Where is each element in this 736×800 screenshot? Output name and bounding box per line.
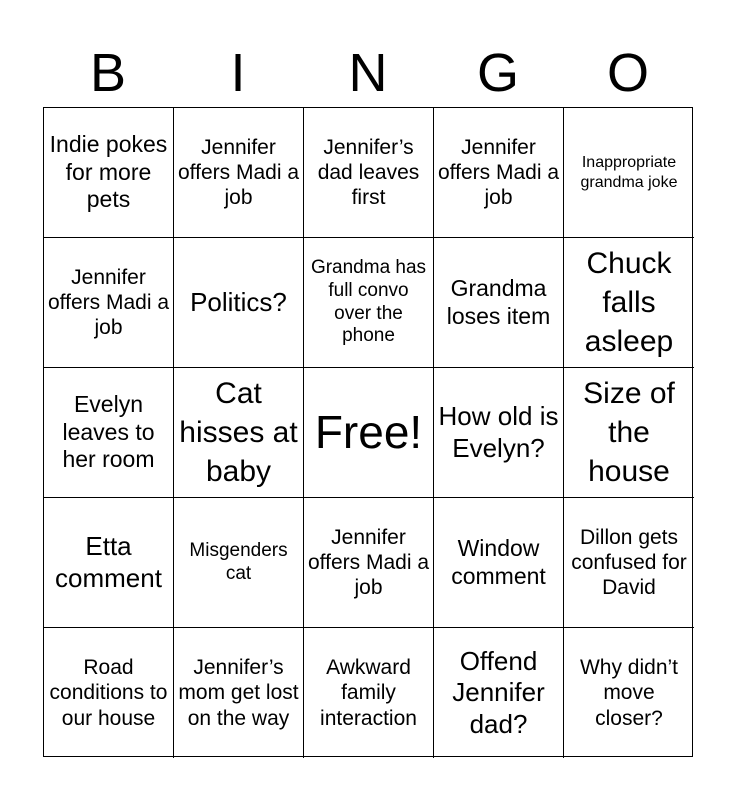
- cell-text: Jennifer’s mom get lost on the way: [178, 656, 299, 730]
- bingo-cell[interactable]: [564, 238, 694, 368]
- cell-text: Politics?: [190, 286, 287, 317]
- cell-text: Jennifer offers Madi a job: [438, 135, 560, 210]
- cell-text: How old is Evelyn?: [438, 401, 559, 463]
- cell-text: Jennifer’s dad leaves first: [317, 135, 420, 210]
- cell-text: Cat hisses at baby: [179, 377, 298, 488]
- bingo-cell[interactable]: [174, 628, 304, 758]
- cell-text: Road conditions to our house: [49, 656, 168, 730]
- cell-text: Indie pokes for more pets: [49, 131, 168, 213]
- cell-text: Etta comment: [55, 531, 162, 593]
- header-letter-i: I: [230, 43, 246, 103]
- header-letter-n: N: [348, 43, 388, 103]
- cell-text: Awkward family interaction: [320, 656, 417, 730]
- cell-text: Misgenders cat: [189, 539, 288, 584]
- bingo-header: [43, 40, 693, 106]
- cell-text: Offend Jennifer dad?: [452, 646, 545, 739]
- free-space-text: Free!: [314, 405, 423, 458]
- bingo-cell[interactable]: [434, 368, 564, 498]
- bingo-cell[interactable]: [44, 628, 174, 758]
- cell-text: Jennifer offers Madi a job: [308, 525, 430, 600]
- bingo-cell[interactable]: [44, 108, 174, 238]
- bingo-cell[interactable]: [304, 108, 434, 238]
- cell-text: Grandma has full convo over the phone: [310, 256, 427, 347]
- bingo-cell[interactable]: [304, 238, 434, 368]
- cell-text: Jennifer offers Madi a job: [178, 135, 300, 210]
- cell-text: Window comment: [451, 534, 546, 589]
- bingo-cell[interactable]: [434, 108, 564, 238]
- bingo-cell[interactable]: [564, 498, 694, 628]
- header-letter-b: B: [89, 43, 127, 103]
- bingo-cell[interactable]: [304, 628, 434, 758]
- cell-text: Dillon gets confused for David: [571, 525, 687, 600]
- header-letter-o: O: [606, 43, 649, 103]
- cell-text: Why didn’t move closer?: [579, 656, 679, 730]
- bingo-cell[interactable]: [174, 238, 304, 368]
- cell-text: Grandma loses item: [446, 274, 551, 329]
- cell-text: Chuck falls asleep: [584, 247, 674, 358]
- bingo-cell[interactable]: [44, 368, 174, 498]
- bingo-cell[interactable]: [434, 498, 564, 628]
- cell-text: Jennifer offers Madi a job: [48, 265, 170, 340]
- bingo-cell[interactable]: [564, 368, 694, 498]
- cell-text: Size of the house: [583, 377, 675, 488]
- bingo-cell[interactable]: [434, 238, 564, 368]
- bingo-cell[interactable]: [44, 238, 174, 368]
- bingo-cell[interactable]: [174, 368, 304, 498]
- bingo-cell[interactable]: [304, 498, 434, 628]
- bingo-cell[interactable]: [434, 628, 564, 758]
- bingo-cell[interactable]: [174, 498, 304, 628]
- cell-text: Evelyn leaves to her room: [62, 391, 155, 473]
- bingo-cell[interactable]: [564, 628, 694, 758]
- bingo-cell[interactable]: [174, 108, 304, 238]
- free-space[interactable]: [304, 368, 434, 498]
- bingo-cell[interactable]: [564, 108, 694, 238]
- header-letter-g: G: [476, 43, 519, 103]
- bingo-board: [43, 107, 693, 757]
- bingo-cell[interactable]: [44, 498, 174, 628]
- cell-text: Inappropriate grandma joke: [580, 154, 678, 191]
